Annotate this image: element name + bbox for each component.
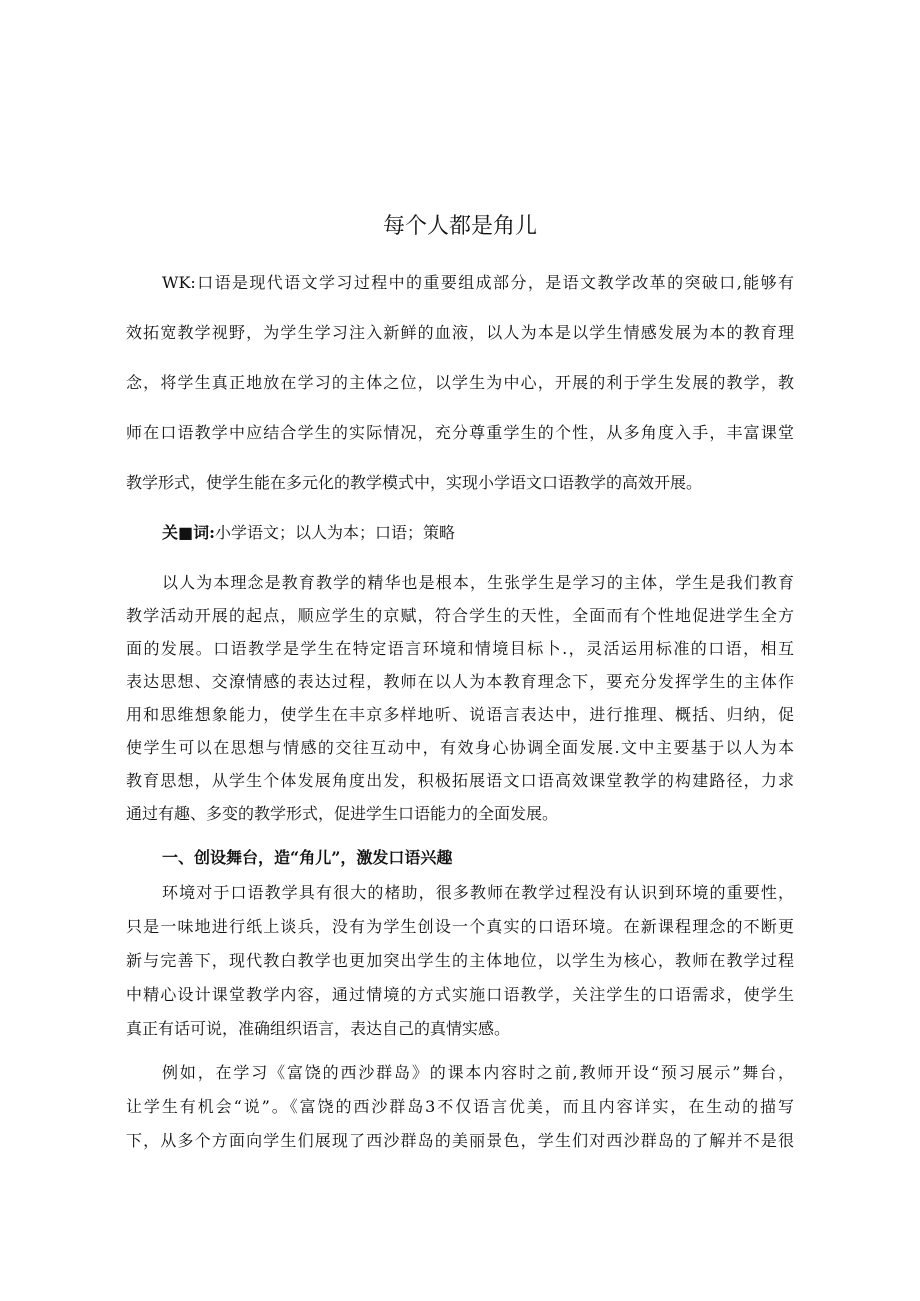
intro-line: 使学生可以在思想与情感的交往互动中，有效身心协调全面发展.文中主要基于以人为本 [126, 738, 794, 757]
intro-line: 教学活动开展的起点，顺应学生的京赋，符合学生的天性，全面而有个性地促进学生全方 [126, 606, 794, 625]
section1-para2-line: 例如，在学习《富饶的西沙群岛》的课本内容时之前,教师开设“预习展示”舞台， [162, 1063, 794, 1082]
intro-line: 面的发展。口语教学是学生在特定语言环境和情境目标卜.，灵活运用标准的口语，相互 [126, 639, 794, 658]
keywords-text: 小学语文；以人为本；口语；策略 [215, 523, 456, 542]
section1-para1-line: 环境对于口语教学具有很大的楮助，很多教师在教学过程没有认识到环境的重要性， [162, 883, 794, 902]
intro-line: 以人为本理念是教育教学的精华也是根本，生张学生是学习的主体，学生是我们教育 [162, 573, 794, 592]
section1-para1-line: 新与完善下，现代教白教学也更加突出学生的主体地位，以学生为核心，教师在教学过程 [126, 951, 794, 970]
intro-line: 表达思想、交潦情感的表达过程，教师在以人为本教育理念下，要充分发挥学生的主体作 [126, 672, 794, 691]
intro-line: 用和思维想象能力，使学生在丰京多样地听、说语言表达中，进行推理、概括、归纳，促 [126, 705, 794, 724]
section1-para1-line: 真正有话可说，准确组织语言，表达自己的真情实感。 [126, 1019, 511, 1038]
keywords-line [162, 518, 794, 548]
section1-para2-line: 下，从多个方面向学生们展现了西沙群岛的美丽景色，学生们对西沙群岛的了解并不是很 [126, 1131, 794, 1150]
intro-line: 教育思想，从学生个体发展角度出发，积极拓展语文口语高效课堂教学的构建路径，力求 [126, 771, 794, 790]
abstract-line: WK:口语是现代语文学习过程中的重要组成部分，是语文教学改革的突破口,能够有 [162, 273, 794, 292]
abstract-line: 效拓宽教学视野，为学生学习注入新鲜的血液，以人为本是以学生情感发展为本的教育理 [126, 323, 794, 342]
abstract-line: 教学形式，使学生能在多元化的教学模式中，实现小学语文口语教学的高效开展。 [126, 473, 703, 492]
section1-para2-line: 让学生有机会“说”。《富饶的西沙群岛3不仅语言优美，而且内容详实，在生动的描写 [126, 1097, 794, 1116]
abstract-line: 念，将学生真正地放在学习的主体之位，以学生为中心，开展的利于学生发展的教学，教 [126, 373, 794, 392]
abstract-line: 师在口语教学中应结合学生的实际情况，充分尊重学生的个性，从多角度入手，丰富课堂 [126, 423, 794, 442]
keywords-label: 关■词: [162, 523, 216, 542]
section-heading: 一、创设舞台，造“角儿”，激发口语兴趣 [162, 848, 453, 867]
section1-para1-line: 中精心设计课堂教学内容，通过情境的方式实施口语教学，关注学生的口语需求，使学生 [126, 985, 794, 1004]
intro-line: 通过有趣、多变的教学形式，促进学生口语能力的全面发展。 [126, 804, 559, 823]
section1-para1-line: 只是一味地进行纸上谈兵，没有为学生创设一个真实的口语环境。在新课程理念的不断更 [126, 917, 794, 936]
document-title: 每个人都是角儿 [382, 214, 537, 239]
